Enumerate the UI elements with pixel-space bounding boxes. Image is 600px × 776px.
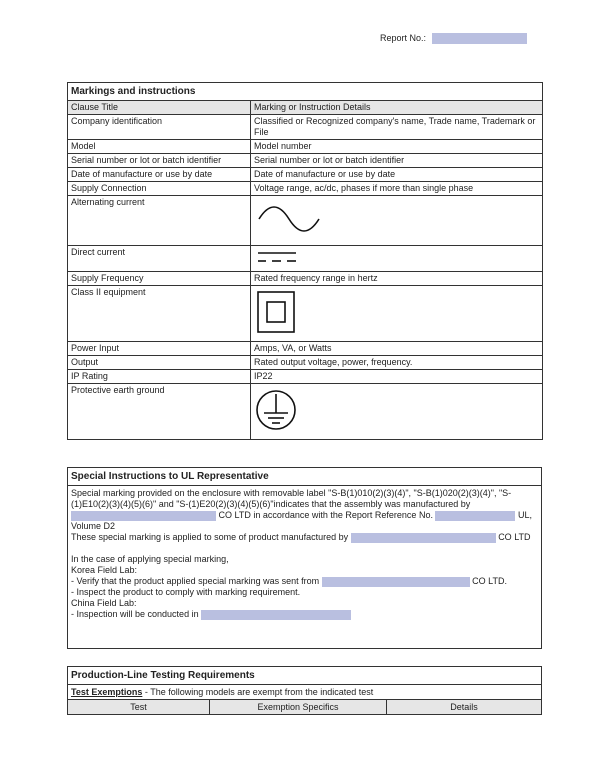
- production-line-testing-panel: [67, 666, 542, 715]
- detail-cell: [251, 286, 543, 342]
- test-exemptions-label: Test Exemptions: [71, 687, 143, 697]
- detail-cell: [251, 246, 543, 272]
- detail-cell: Date of manufacture or use by date: [251, 168, 543, 182]
- clause-cell: Supply Connection: [68, 182, 251, 196]
- special-text: UL, Volume D2: [71, 510, 532, 531]
- special-text: CO LTD.: [472, 576, 507, 586]
- clause-cell: Supply Frequency: [68, 272, 251, 286]
- special-text: CO LTD in accordance with the Report Reference No.: [218, 510, 433, 520]
- detail-cell: [251, 384, 543, 440]
- special-text: Korea Field Lab:: [71, 565, 138, 575]
- spacer: [71, 543, 538, 554]
- direct-current-icon: [254, 247, 304, 267]
- clause-cell: Alternating current: [68, 196, 251, 246]
- clause-title-header: Clause Title: [68, 101, 251, 115]
- column-header-test: Test: [68, 700, 210, 714]
- column-header-details: Details: [450, 702, 478, 712]
- class-ii-equipment-icon: [254, 287, 298, 337]
- special-text: China Field Lab:: [71, 598, 137, 608]
- special-instructions-panel: [67, 467, 542, 649]
- special-text: - Inspection will be conducted in: [71, 609, 199, 619]
- clause-cell: Protective earth ground: [68, 384, 251, 440]
- production-line-title: Production-Line Testing Requirements: [68, 667, 541, 685]
- markings-title: Markings and instructions: [68, 83, 543, 101]
- clause-cell: Date of manufacture or use by date: [68, 168, 251, 182]
- test-exemptions-row: [68, 685, 541, 700]
- special-text: In the case of applying special marking,: [71, 554, 229, 564]
- redacted-company: [322, 577, 470, 587]
- special-instructions-body: [68, 486, 541, 622]
- alternating-current-icon: [254, 197, 324, 241]
- test-exemptions-text: - The following models are exempt from the indicated test: [142, 687, 374, 697]
- detail-cell: Serial number or lot or batch identifier: [251, 154, 543, 168]
- special-text: - Inspect the product to comply with marking requirement.: [71, 587, 301, 597]
- clause-cell: Serial number or lot or batch identifier: [68, 154, 251, 168]
- detail-cell: Voltage range, ac/dc, phases if more than single phase: [251, 182, 543, 196]
- detail-cell: Rated frequency range in hertz: [251, 272, 543, 286]
- special-paragraph: [71, 532, 538, 543]
- clause-cell: Company identification: [68, 115, 251, 140]
- clause-cell: Model: [68, 140, 251, 154]
- special-text: These special marking is applied to some of product manufactured by: [71, 532, 349, 542]
- clause-cell: Direct current: [68, 246, 251, 272]
- special-text: Special marking provided on the enclosure with removable label "S-B(1)010(2)(3)(4)", "S-B(1)020(2)(3)(4)", "S-(1)E10(2)(3)(4)(5)(6)" and "S-(1)E20(2)(3)(4)(5)(6)"indicates that the assembly was manufactured by: [71, 488, 512, 509]
- detail-cell: Classified or Recognized company's name, Trade name, Trademark or File: [251, 115, 543, 140]
- clause-cell: Output: [68, 356, 251, 370]
- special-text: CO LTD: [498, 532, 531, 542]
- production-columns-header: [68, 700, 541, 714]
- redacted-location: [201, 610, 351, 620]
- detail-cell: Amps, VA, or Watts: [251, 342, 543, 356]
- special-paragraph: [71, 576, 538, 587]
- report-number-label: Report No.:: [380, 33, 427, 43]
- clause-cell: Class II equipment: [68, 286, 251, 342]
- protective-earth-ground-icon: [254, 385, 298, 435]
- detail-cell: IP22: [251, 370, 543, 384]
- report-number: [380, 33, 527, 44]
- clause-cell: IP Rating: [68, 370, 251, 384]
- redacted-company: [351, 533, 496, 543]
- detail-cell: [251, 196, 543, 246]
- column-header-exemption-specifics: Exemption Specifics: [210, 700, 387, 714]
- detail-cell: Model number: [251, 140, 543, 154]
- special-instructions-title: Special Instructions to UL Representative: [68, 468, 541, 486]
- redacted-company: [71, 511, 216, 521]
- clause-cell: Power Input: [68, 342, 251, 356]
- redacted-report-number: [432, 33, 527, 44]
- detail-cell: Rated output voltage, power, frequency.: [251, 356, 543, 370]
- special-text: - Verify that the product applied special marking was sent from: [71, 576, 320, 586]
- marking-details-header: Marking or Instruction Details: [251, 101, 543, 115]
- special-paragraph: [71, 488, 538, 532]
- markings-table: [67, 82, 543, 440]
- special-paragraph: [71, 609, 538, 620]
- redacted-report-ref: [435, 511, 515, 521]
